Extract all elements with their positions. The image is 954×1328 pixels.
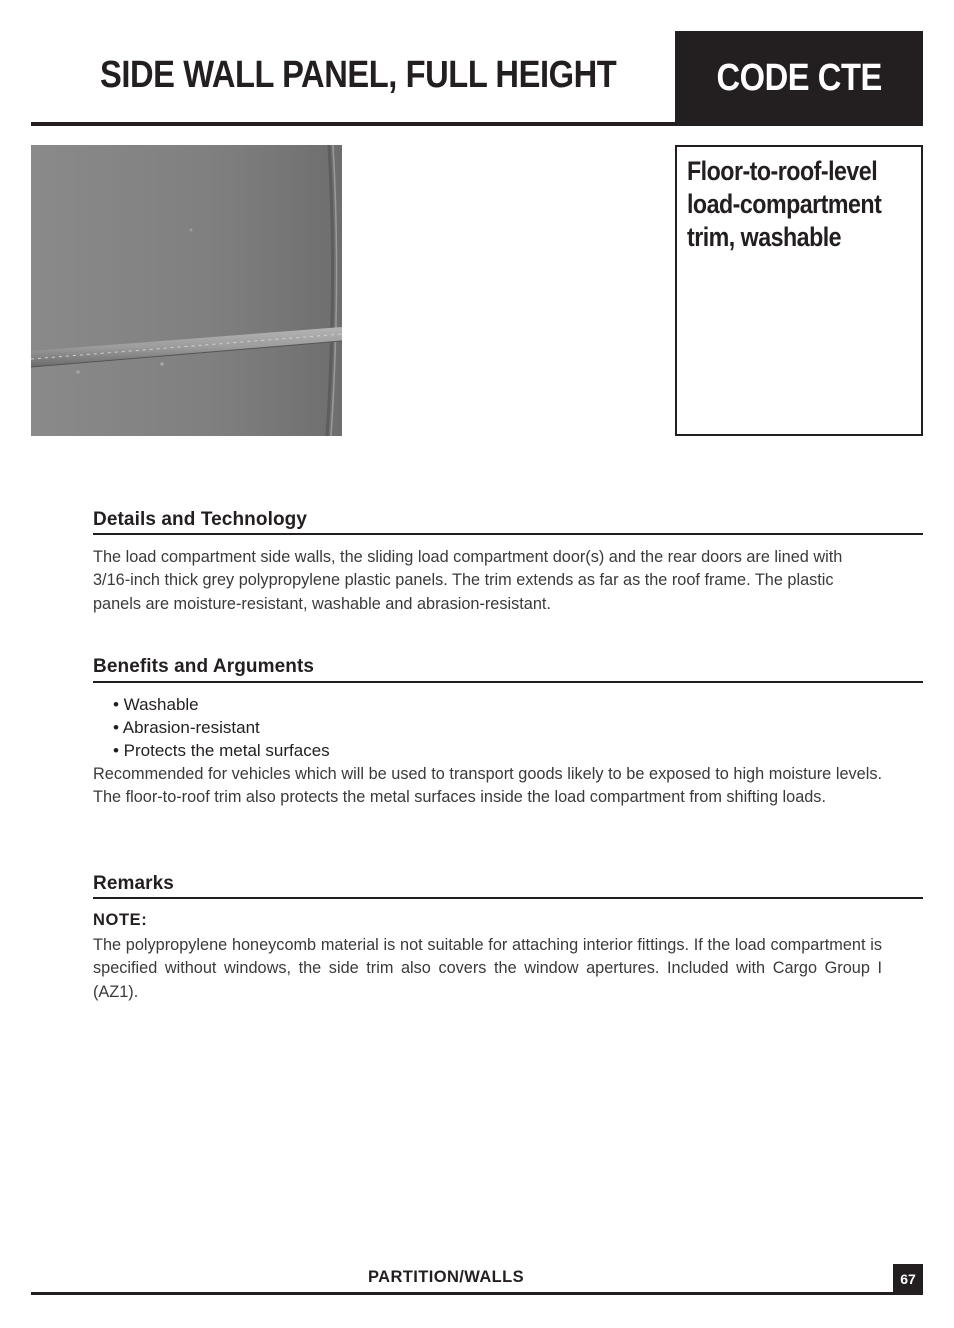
benefits-heading: Benefits and Arguments: [93, 656, 315, 677]
code-badge: [675, 31, 923, 126]
code-label: CODE CTE: [716, 57, 882, 99]
benefits-rule: [93, 681, 923, 683]
wall-panel-image: [31, 145, 342, 436]
remarks-rule: [93, 897, 923, 899]
list-item: • Washable: [113, 695, 199, 714]
details-rule: [93, 533, 923, 535]
remarks-body: The polypropylene honeycomb material is not suitable for attaching interior fittings. If the load compartment is specified without windows, the side trim also covers the window apertures. Included with Cargo Group I (AZ1).: [93, 936, 882, 1001]
page-title: SIDE WALL PANEL, FULL HEIGHT: [100, 54, 617, 96]
details-heading: Details and Technology: [93, 509, 308, 530]
note-label: NOTE:: [93, 911, 148, 929]
header-rule: [31, 122, 675, 126]
list-item: • Abrasion-resistant: [113, 718, 260, 737]
details-body: The load compartment side walls, the sliding load compartment door(s) and the rear doors are lined with 3/16-inch thick grey polypropylene plastic panels. The trim extends as far as the roof frame. The plastic panels are moisture-resistant, washable and abrasion-resistant.: [93, 548, 843, 613]
page-number: 67: [893, 1264, 923, 1294]
benefits-list: [113, 693, 330, 762]
list-item: • Protects the metal surfaces: [113, 741, 330, 760]
remarks-heading: Remarks: [93, 873, 174, 894]
footer-rule: [31, 1292, 923, 1295]
footer-section-label: PARTITION/WALLS: [368, 1268, 525, 1286]
summary-text: Floor-to-roof-level load-compartment trim, washable: [687, 156, 882, 252]
product-photo: [31, 145, 342, 436]
summary-box: [675, 145, 923, 436]
benefits-body: Recommended for vehicles which will be used to transport goods likely to be exposed to high moisture levels. The floor-to-roof trim also protects the metal surfaces inside the load compartment from shifting loads.: [93, 765, 882, 807]
